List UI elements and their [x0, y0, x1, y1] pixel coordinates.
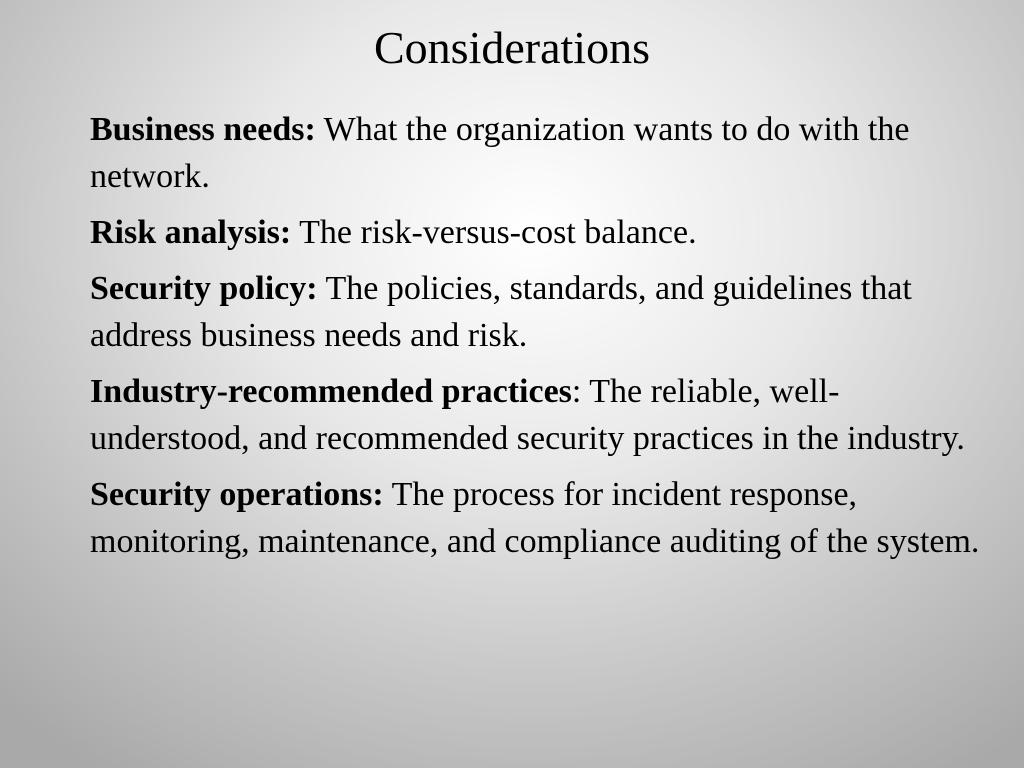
item-description: : The reliable, well-understood, and recommended security practices in the industry.	[90, 373, 965, 457]
item-description: The risk-versus-cost balance.	[291, 214, 697, 251]
item-description: The policies, standards, and guidelines that address business needs and risk.	[90, 270, 912, 354]
list-item-security-policy	[90, 265, 980, 359]
slide-title: Considerations	[374, 22, 650, 73]
item-term: Security operations:	[90, 476, 384, 513]
item-term: Security policy:	[90, 270, 318, 307]
list-item-risk-analysis	[90, 209, 980, 256]
item-description: The process for incident response, monitoring, maintenance, and compliance auditing of the system.	[90, 476, 980, 560]
list-item-business-needs	[90, 106, 980, 200]
item-term: Risk analysis:	[90, 214, 292, 251]
item-term: Industry-recommended practices	[90, 373, 572, 410]
list-item-security-operations	[90, 471, 980, 565]
list-item-industry-practices	[90, 368, 980, 462]
item-term: Business needs:	[90, 111, 316, 148]
considerations-list	[90, 106, 980, 574]
item-description: What the organization wants to do with the network.	[90, 111, 910, 195]
